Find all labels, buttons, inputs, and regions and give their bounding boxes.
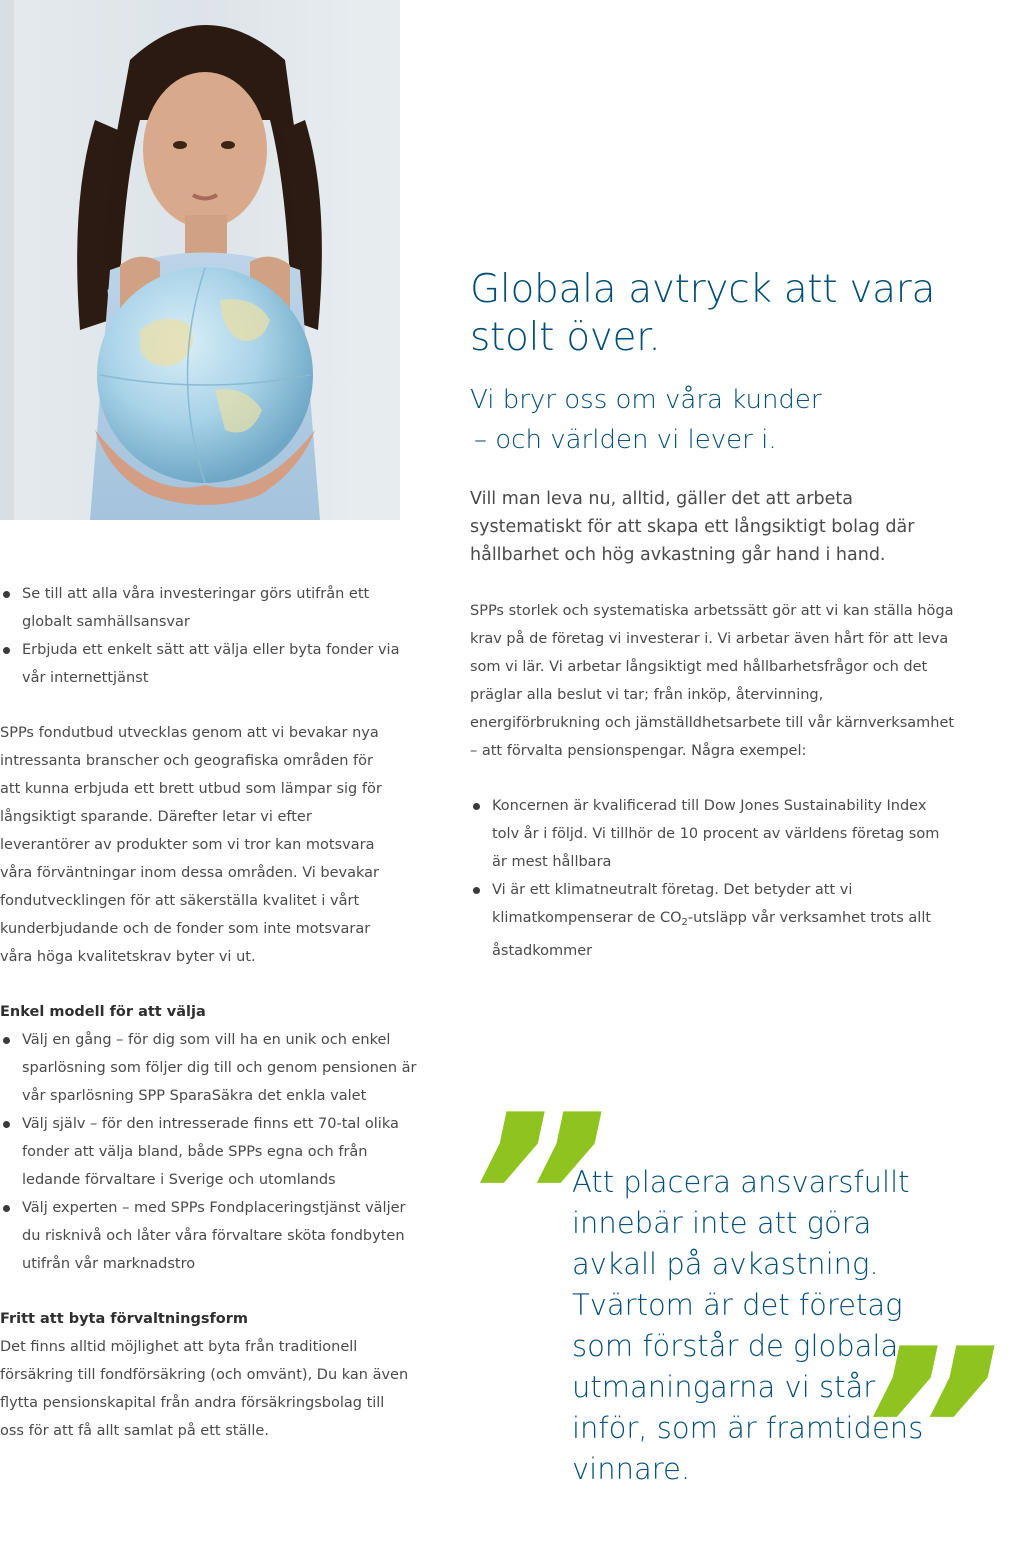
section-paragraph: Det finns alltid möjlighet att byta från traditionell försäkring till fondförsäkring (och omvänt), Du kan även flytta pensionskapital från andra försäkringsbolag till oss för att få allt samlat på ett ställe. <box>0 1339 409 1439</box>
section-switch-management <box>0 1305 410 1445</box>
right-bullet-list <box>470 792 940 965</box>
list-item-text-end: -utsläpp vår verksamhet trots allt åstadkommer <box>492 910 932 959</box>
pull-quote: Att placera ansvarsfullt innebär inte att göra avkall på avkastning. Tvärtom är det företag som förstår de globala utmaningarna vi står inför, som är framtidens vinnare. <box>572 1165 924 1486</box>
intro-paragraph: Vill man leva nu, alltid, gäller det att arbeta systematiskt för att skapa ett långsiktigt bolag där hållbarhet och hög avkastning går hand i hand. <box>470 489 915 565</box>
hero-photo <box>0 0 400 520</box>
list-item: Se till att alla våra investeringar görs utifrån ett globalt samhällsansvar <box>0 580 400 636</box>
list-item: Välj själv – för den intresserade finns ett 70-tal olika fonder att välja bland, både SPPs egna och från ledande förvaltare i Sverige och utomlands <box>0 1110 420 1194</box>
section-simple-model <box>0 998 420 1278</box>
page-title: Globala avtryck att vara stolt över. <box>470 267 936 360</box>
section-heading: Fritt att byta förvaltningsform <box>0 1311 249 1327</box>
girl-with-globe-illustration <box>0 0 400 520</box>
list-item <box>470 876 940 965</box>
quote-close-mark: ” <box>819 1301 1028 1568</box>
subheading-line-1: Vi bryr oss om våra kunder <box>470 385 822 415</box>
right-paragraph: SPPs storlek och systematiska arbetssätt gör att vi kan ställa höga krav på de företag vi investerar i. Vi arbetar även hårt för att leva som vi lär. Vi arbetar långsiktigt med hållbarhetsfrågor och det präglar alla beslut vi tar; från inköp, återvinning, energiförbrukning och jämställdhetsarbete till vår kärnverksamhet – att förvalta pensionspengar. Några exempel: <box>470 603 955 759</box>
subheading <box>470 380 940 460</box>
left-bullet-list <box>0 580 400 692</box>
section-bullet-list <box>0 1026 420 1278</box>
left-paragraph: SPPs fondutbud utvecklas genom att vi bevakar nya intressanta branscher och geografiska områden för att kunna erbjuda ett brett utbud som lämpar sig för långsiktigt sparande. Därefter letar vi efter leverantörer av produkter som vi tror kan motsvara våra förväntningar inom dessa områden. Vi bevakar fondutvecklingen för att säkerställa kvalitet i vårt kunderbjudande och de fonder som inte motsvarar våra höga kvalitetskrav byter vi ut. <box>0 725 382 965</box>
list-item: Koncernen är kvalificerad till Dow Jones Sustainability Index tolv år i följd. Vi tillhör de 10 procent av världens företag som är mest hållbara <box>470 792 940 876</box>
subheading-line-2: – och världen vi lever i. <box>474 425 777 455</box>
quote-open-mark: ” <box>426 1067 635 1334</box>
list-item: Erbjuda ett enkelt sätt att välja eller byta fonder via vår internettjänst <box>0 636 400 692</box>
co2-subscript: 2 <box>681 917 688 928</box>
list-item: Välj en gång – för dig som vill ha en unik och enkel sparlösning som följer dig till och genom pensionen är vår sparlösning SPP SparaSäkra det enkla valet <box>0 1026 420 1110</box>
list-item: Välj experten – med SPPs Fondplaceringstjänst väljer du risknivå och låter våra förvaltare sköta fondbyten utifrån vår marknadstro <box>0 1194 420 1278</box>
section-heading: Enkel modell för att välja <box>0 1004 206 1020</box>
list-item-text: Vi är ett klimatneutralt företag. Det betyder att vi klimatkompenserar de CO <box>492 882 853 926</box>
